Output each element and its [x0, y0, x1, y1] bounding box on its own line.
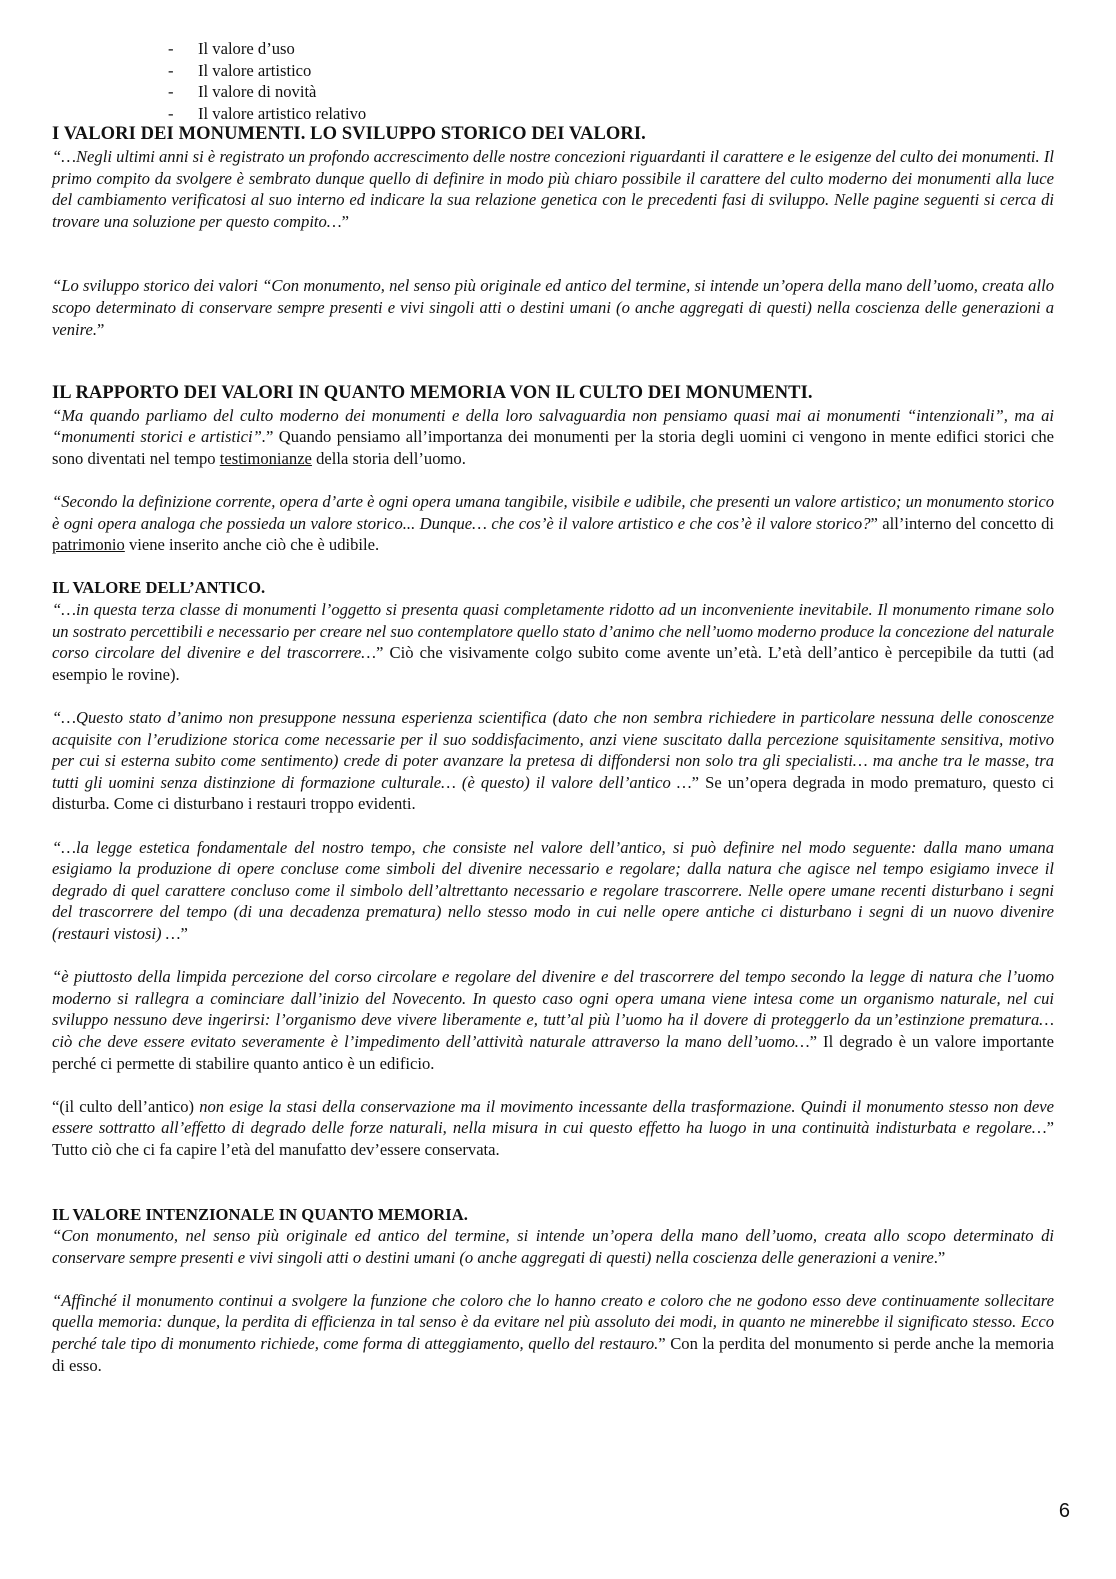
quote-text: “…la legge estetica fondamentale del nostro tempo, che consiste nel valore dell’antico, si può definire nel modo seguente: dalla mano umana esigiamo la produzione di opere concluse come simboli del divenire necessario e regolare; dalla natura che agisce nel tempo esigiamo invece il degrado di quel carattere concluso come il simbolo dell’altrettanto necessario e regolare trascorrere. Nelle opere umane recenti disturbano i segni del trascorrere del tempo (di una decadenza prematura) nello stesso modo in cui nelle opere antiche ci disturbano i segni di un nuovo divenire (restauri vistosi) … — [52, 837, 1054, 943]
values-list — [52, 38, 1054, 124]
paragraph: “(il culto dell’antico) non esige la stasi della conservazione ma il movimento incessante della trasformazione. Quindi il monumento stesso non deve essere sottratto all’effetto di degrado delle forze naturali, nella misura in cui questo effetto ha luogo in una continuità indisturbata e regolare…” Tutto ciò che ci fa capire l’età del manufatto dev’essere conservata. — [52, 1096, 1054, 1159]
list-item: - Il valore artistico relativo — [52, 103, 1054, 125]
quote-text: “Affinché il monumento continui a svolgere la funzione che coloro che lo hanno creato e coloro che ne godono esso deve continuamente sollecitare quella memoria: dunque, la perdita di efficienza in tal senso è da evitare nel più assoluto dei modi, in quanto ne minerebbe il significato stesso. Ecco perché tale tipo di monumento richiede, come forma di atteggiamento, quello del restauro. — [52, 1290, 1054, 1354]
paragraph: “Con monumento, nel senso più originale ed antico del termine, si intende un’opera della mano dell’uomo, creata allo scopo determinato di conservare sempre presenti e vivi singoli atti o destini umani (o anche aggregati di questi) nella coscienza delle generazioni a venire.” — [52, 1226, 1054, 1267]
quote-text: “Secondo la definizione corrente, opera d’arte è ogni opera umana tangibile, visibile e udibile, che presenti un valore artistico; un monumento storico è ogni opera analoga che possieda un valore storico... Dunque… che cos’è il valore artistico e che cos’è il valore storico? — [52, 492, 1054, 533]
list-item: - Il valore di novità — [52, 81, 1054, 103]
quote-text: “…Negli ultimi anni si è registrato un profondo accrescimento delle nostre concezioni riguardanti il carattere e le esigenze del culto dei monumenti. Il primo compito da svolgere è sembrato dunque quello di definire in modo più chiaro possibile il carattere del culto moderno dei monumenti alla luce del cambiamento verificatosi al suo interno ed indicare la sua relazione genetica con le precedenti fasi di sviluppo. Nelle pagine seguenti si cerca di trovare una soluzione per questo compito… — [52, 146, 1054, 231]
quote-text: “Ma quando parliamo del culto moderno dei monumenti e della loro salvaguardia non pensiamo quasi mai ai monumenti “intenzionali”, ma ai “monumenti storici e artistici”. — [52, 405, 1054, 447]
paragraph: “…la legge estetica fondamentale del nostro tempo, che consiste nel valore dell’antico, si può definire nel modo seguente: dalla mano umana esigiamo la produzione di opere concluse come simboli del divenire necessario e regolare; dalla natura che agisce nel tempo esigiamo invece il degrado di quel carattere concluso come il simbolo dell’altrettanto necessario e regolare trascorrere. Nelle opere umane recenti disturbano i segni del trascorrere del tempo (di una decadenza prematura) nello stesso modo in cui nelle opere antiche ci disturbano i segni di un nuovo divenire (restauri vistosi) …” — [52, 837, 1054, 943]
paragraph: “…Negli ultimi anni si è registrato un profondo accrescimento delle nostre concezioni riguardanti il carattere e le esigenze del culto dei monumenti. Il primo compito da svolgere è sembrato dunque quello di definire in modo più chiaro possibile il carattere del culto moderno dei monumenti alla luce del cambiamento verificatosi al suo interno ed indicare la sua relazione genetica con le precedenti fasi di sviluppo. Nelle pagine seguenti si cerca di trovare una soluzione per questo compito…” — [52, 146, 1054, 231]
quote-text: “è piuttosto della limpida percezione del corso circolare e regolare del divenire e del trascorrere del tempo secondo la legge di natura che l’uomo moderno si rallegra a cominciare dall’inizio del Novecento. In questo caso ogni opera umana viene intesa come un organismo naturale, nel cui sviluppo nessuno deve ingerirsi: l’organismo deve vivere liberamente e, tutt’al più l’uomo ha il dovere di proteggerlo da un’estinzione prematura… ciò che deve essere evitato severamente è l’impedimento dell’attività naturale attraverso la mano dell’uomo… — [52, 967, 1054, 1051]
paragraph: “…Questo stato d’animo non presuppone nessuna esperienza scientifica (dato che non sembra richiedere in particolare nessuna delle conoscenze acquisite con l’erudizione storica come necessarie per il suo soddisfacimento, anzi viene suscitato dalla percezione squisitamente sensitiva, motivo per cui si esterna subito come sentimento) crede di poter avanzare la pretesa di diffondersi non solo tra gli specialisti… ma anche tra le masse, tra tutti gli uomini senza distinzione di formazione culturale… (è questo) il valore dell’antico …” Se un’opera degrada in modo prematuro, questo ci disturba. Come ci disturbano i restauri troppo evidenti. — [52, 708, 1054, 814]
paragraph: “…in questa terza classe di monumenti l’oggetto si presenta quasi completamente ridotto ad un inconveniente inevitabile. Il monumento rimane solo un sostrato percettibili e necessario per creare nel suo contemplatore quello stato d’animo che nell’uomo moderno produce la concezione del naturale corso circolare del divenire e del trascorrere…” Ciò che visivamente colgo subito come avente un’età. L’età dell’antico è percepibile da tutti (ad esempio le rovine). — [52, 600, 1054, 684]
quote-text: “…in questa terza classe di monumenti l’oggetto si presenta quasi completamente ridotto ad un inconveniente inevitabile. Il monumento rimane solo un sostrato percettibili e necessario per creare nel suo contemplatore quello stato d’animo che nell’uomo moderno produce la concezione del naturale corso circolare del divenire e del trascorrere… — [52, 600, 1054, 663]
underlined-term: testimonianze — [219, 448, 312, 468]
page-number: 6 — [1058, 1500, 1070, 1522]
paragraph: “Ma quando parliamo del culto moderno dei monumenti e della loro salvaguardia non pensiamo quasi mai ai monumenti “intenzionali”, ma ai “monumenti storici e artistici”.” Quando pensiamo all’importanza dei monumenti per la storia degli uomini ci vengono in mente edifici storici che sono diventati nel tempo testimonianze della storia dell’uomo. — [52, 405, 1054, 468]
paragraph: “Affinché il monumento continui a svolgere la funzione che coloro che lo hanno creato e coloro che ne godono esso deve continuamente sollecitare quella memoria: dunque, la perdita di efficienza in tal senso è da evitare nel più assoluto dei modi, in quanto ne minerebbe il significato stesso. Ecco perché tale tipo di monumento richiede, come forma di atteggiamento, quello del restauro.” Con la perdita del monumento si perde anche la memoria di esso. — [52, 1290, 1054, 1375]
paragraph: “è piuttosto della limpida percezione del corso circolare e regolare del divenire e del trascorrere del tempo secondo la legge di natura che l’uomo moderno si rallegra a cominciare dall’inizio del Novecento. In questo caso ogni opera umana viene intesa come un organismo naturale, nel cui sviluppo nessuno deve ingerirsi: l’organismo deve vivere liberamente e, tutt’al più l’uomo ha il dovere di proteggerlo da un’estinzione prematura… ciò che deve essere evitato severamente è l’impedimento dell’attività naturale attraverso la mano dell’uomo…” Il degrado è un valore importante perché ci permette di stabilire quanto antico è un edificio. — [52, 967, 1054, 1073]
section-heading: IL VALORE INTENZIONALE IN QUANTO MEMORIA. — [52, 1204, 468, 1224]
section-heading: IL RAPPORTO DEI VALORI IN QUANTO MEMORIA VON IL CULTO DEI MONUMENTI. — [52, 383, 813, 404]
list-item: - Il valore artistico — [52, 60, 1054, 82]
section-heading: IL VALORE DELL’ANTICO. — [52, 578, 266, 598]
quote-text: “…Questo stato d’animo non presuppone nessuna esperienza scientifica (dato che non sembra richiedere in particolare nessuna delle conoscenze acquisite con l’erudizione storica come necessarie per il suo soddisfacimento, anzi viene suscitato dalla percezione squisitamente sensitiva, motivo per cui si esterna subito come sentimento) crede di poter avanzare la pretesa di diffondersi non solo tra gli specialisti… ma anche tra le masse, tra tutti gli uomini senza distinzione di formazione culturale… (è questo) il valore dell’antico … — [52, 708, 1054, 792]
underlined-term: patrimonio — [52, 535, 125, 555]
quote-text: non esige la stasi della conservazione ma il movimento incessante della trasformazione. Quindi il monumento stesso non deve essere sottratto all’effetto di degrado delle forze naturali, nella misura in cui questo effetto ha luogo in una continuità indisturbata e regolare… — [52, 1096, 1054, 1138]
paragraph: “Secondo la definizione corrente, opera d’arte è ogni opera umana tangibile, visibile e udibile, che presenti un valore artistico; un monumento storico è ogni opera analoga che possieda un valore storico... Dunque… che cos’è il valore artistico e che cos’è il valore storico?” all’interno del concetto di patrimonio viene inserito anche ciò che è udibile. — [52, 492, 1054, 555]
paragraph: “Lo sviluppo storico dei valori “Con monumento, nel senso più originale ed antico del termine, si intende un’opera della mano dell’uomo, creata allo scopo determinato di conservare sempre presenti e vivi singoli atti o destini umani (o anche aggregati di questi) nella coscienza delle generazioni a venire.” — [52, 276, 1054, 339]
section-heading: I VALORI DEI MONUMENTI. LO SVILUPPO STORICO DEI VALORI. — [52, 124, 646, 145]
list-item: - Il valore d’uso — [52, 38, 1054, 60]
document-page — [52, 38, 1054, 1376]
quote-text: “Lo sviluppo storico dei valori “Con monumento, nel senso più originale ed antico del termine, si intende un’opera della mano dell’uomo, creata allo scopo determinato di conservare sempre presenti e vivi singoli atti o destini umani (o anche aggregati di questi) nella coscienza delle generazioni a venire. — [52, 276, 1054, 339]
quote-text: “Con monumento, nel senso più originale ed antico del termine, si intende un’opera della mano dell’uomo, creata allo scopo determinato di conservare sempre presenti e vivi singoli atti o destini umani (o anche aggregati di questi) nella coscienza delle generazioni a venire — [52, 1226, 1054, 1267]
